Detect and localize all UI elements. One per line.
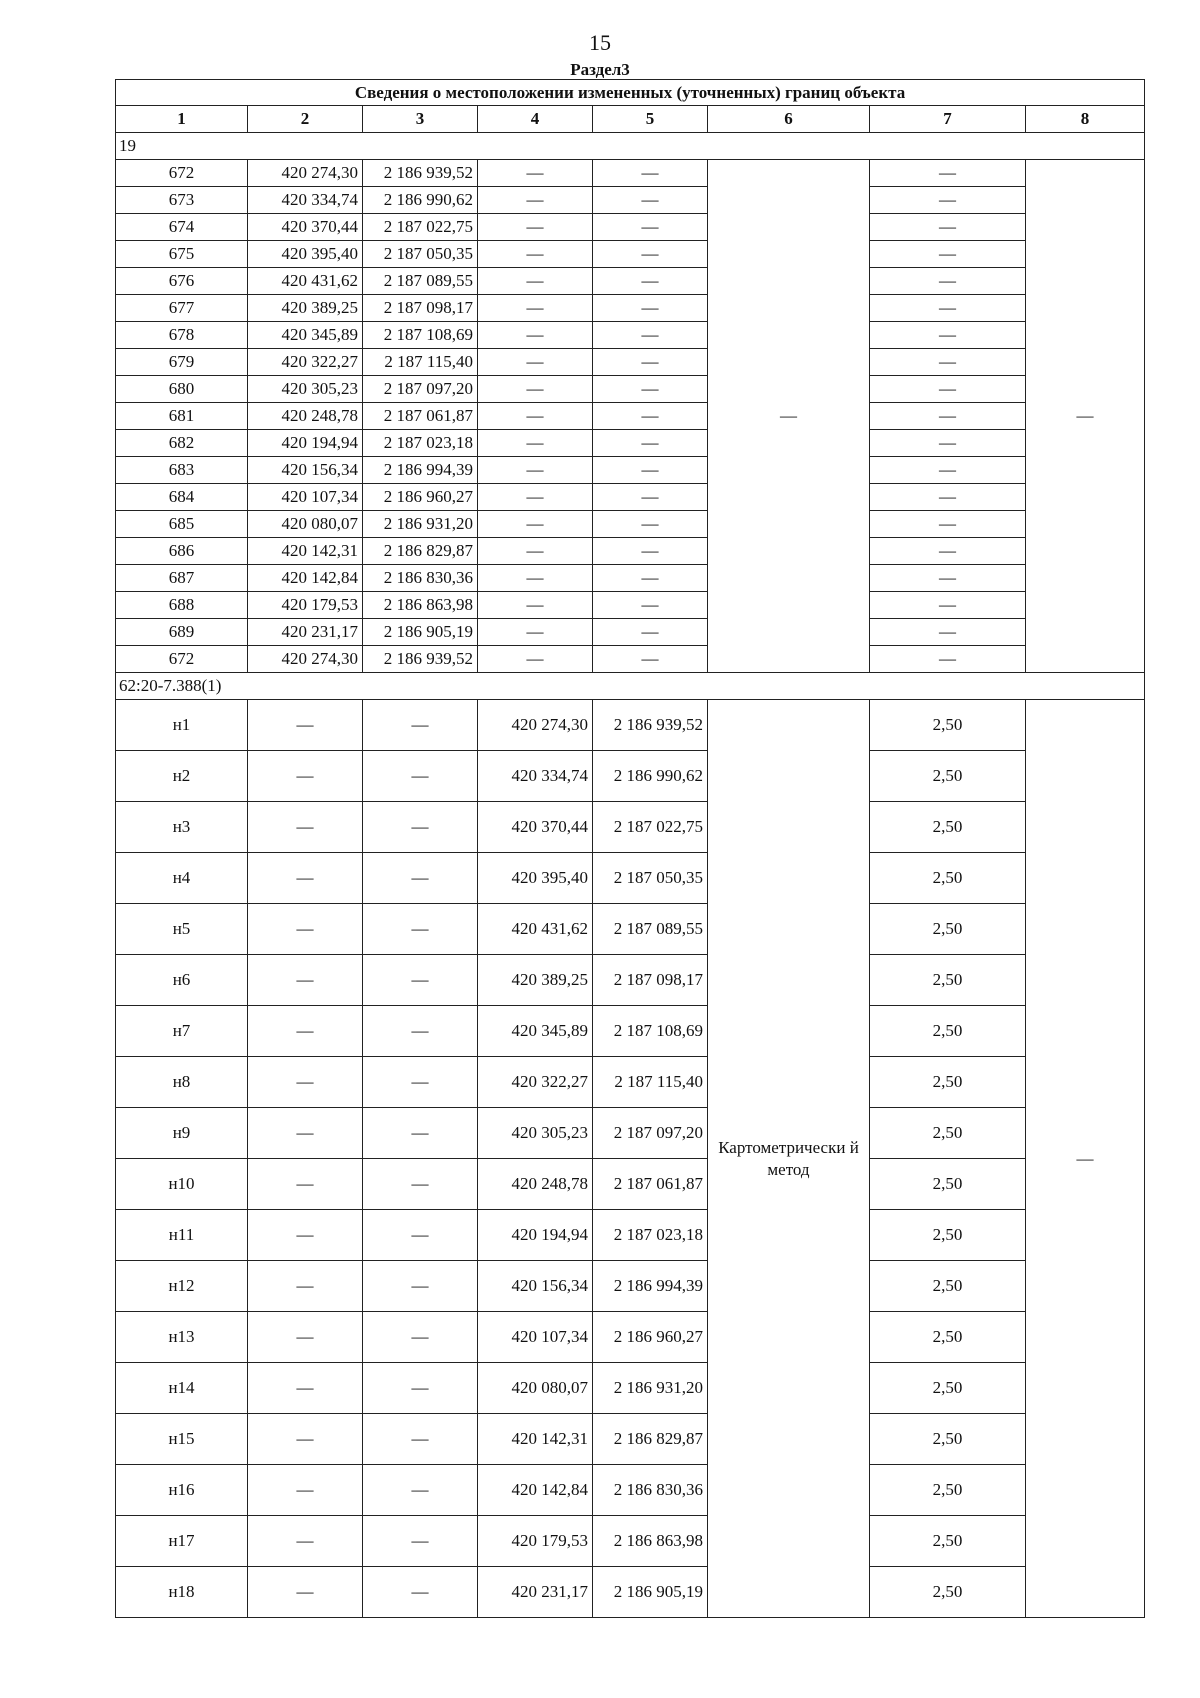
table-row	[116, 1108, 1145, 1159]
new-y: 2 187 089,55	[593, 904, 708, 955]
column-header: 5	[593, 106, 708, 133]
new-y: 2 186 994,39	[593, 1261, 708, 1312]
new-x: 420 142,84	[478, 1465, 593, 1516]
column-header: 3	[363, 106, 478, 133]
table-row	[116, 1210, 1145, 1261]
accuracy-cell: 2,50	[870, 802, 1026, 853]
new-y: —	[593, 268, 708, 295]
new-x: —	[478, 511, 593, 538]
accuracy-cell: —	[870, 592, 1026, 619]
point-number: н9	[116, 1108, 248, 1159]
new-y: 2 187 115,40	[593, 1057, 708, 1108]
new-x: 420 370,44	[478, 802, 593, 853]
point-number: 672	[116, 646, 248, 673]
new-x: —	[478, 565, 593, 592]
new-y: 2 186 931,20	[593, 1363, 708, 1414]
point-number: 688	[116, 592, 248, 619]
point-number: 684	[116, 484, 248, 511]
existing-y: 2 187 097,20	[363, 376, 478, 403]
table-row	[116, 1363, 1145, 1414]
point-number: 683	[116, 457, 248, 484]
existing-y: —	[363, 1567, 478, 1618]
point-number: н12	[116, 1261, 248, 1312]
accuracy-cell: 2,50	[870, 1363, 1026, 1414]
accuracy-cell: 2,50	[870, 700, 1026, 751]
table-row	[116, 376, 1145, 403]
new-y: —	[593, 646, 708, 673]
new-y: 2 186 905,19	[593, 1567, 708, 1618]
accuracy-cell: 2,50	[870, 1108, 1026, 1159]
new-x: —	[478, 241, 593, 268]
accuracy-cell: 2,50	[870, 1261, 1026, 1312]
point-number: 672	[116, 160, 248, 187]
existing-y: —	[363, 955, 478, 1006]
new-y: —	[593, 403, 708, 430]
table-row	[116, 403, 1145, 430]
new-x: —	[478, 214, 593, 241]
new-x: —	[478, 349, 593, 376]
accuracy-cell: 2,50	[870, 1567, 1026, 1618]
new-x: —	[478, 160, 593, 187]
existing-x: 420 395,40	[248, 241, 363, 268]
new-y: 2 186 829,87	[593, 1414, 708, 1465]
existing-x: —	[248, 1261, 363, 1312]
column-header: 2	[248, 106, 363, 133]
table-row	[116, 565, 1145, 592]
accuracy-cell: 2,50	[870, 1006, 1026, 1057]
accuracy-cell: 2,50	[870, 1414, 1026, 1465]
existing-x: 420 334,74	[248, 187, 363, 214]
column-header: 1	[116, 106, 248, 133]
point-number: н3	[116, 802, 248, 853]
point-number: н17	[116, 1516, 248, 1567]
point-number: н11	[116, 1210, 248, 1261]
new-x: 420 395,40	[478, 853, 593, 904]
new-y: —	[593, 376, 708, 403]
table-row	[116, 619, 1145, 646]
column-header: 7	[870, 106, 1026, 133]
new-x: 420 156,34	[478, 1261, 593, 1312]
new-y: 2 187 097,20	[593, 1108, 708, 1159]
table-row	[116, 853, 1145, 904]
accuracy-cell: 2,50	[870, 1465, 1026, 1516]
table-row	[116, 214, 1145, 241]
existing-y: 2 187 023,18	[363, 430, 478, 457]
accuracy-cell: —	[870, 187, 1026, 214]
accuracy-cell: —	[870, 565, 1026, 592]
existing-y: —	[363, 802, 478, 853]
boundary-table	[115, 79, 1145, 1618]
existing-x: —	[248, 1465, 363, 1516]
existing-x: 420 231,17	[248, 619, 363, 646]
new-x: —	[478, 322, 593, 349]
new-y: —	[593, 484, 708, 511]
existing-y: —	[363, 1210, 478, 1261]
existing-x: —	[248, 904, 363, 955]
new-y: —	[593, 619, 708, 646]
existing-x: —	[248, 1210, 363, 1261]
point-number: 677	[116, 295, 248, 322]
existing-y: —	[363, 751, 478, 802]
existing-x: —	[248, 1567, 363, 1618]
table-row	[116, 268, 1145, 295]
new-y: 2 186 960,27	[593, 1312, 708, 1363]
existing-y: 2 187 089,55	[363, 268, 478, 295]
existing-y: —	[363, 904, 478, 955]
point-number: н1	[116, 700, 248, 751]
accuracy-cell: 2,50	[870, 1516, 1026, 1567]
new-x: —	[478, 268, 593, 295]
column-header: 6	[708, 106, 870, 133]
table-row	[116, 955, 1145, 1006]
accuracy-cell: —	[870, 376, 1026, 403]
accuracy-cell: 2,50	[870, 1312, 1026, 1363]
column-header: 8	[1026, 106, 1145, 133]
point-number: н4	[116, 853, 248, 904]
existing-x: —	[248, 955, 363, 1006]
new-x: 420 274,30	[478, 700, 593, 751]
accuracy-cell: 2,50	[870, 1057, 1026, 1108]
description-cell: —	[1026, 160, 1145, 673]
table-row	[116, 1414, 1145, 1465]
accuracy-cell: —	[870, 484, 1026, 511]
point-number: 687	[116, 565, 248, 592]
point-number: н10	[116, 1159, 248, 1210]
existing-x: 420 322,27	[248, 349, 363, 376]
point-number: н15	[116, 1414, 248, 1465]
existing-y: —	[363, 1261, 478, 1312]
accuracy-cell: —	[870, 295, 1026, 322]
new-x: 420 248,78	[478, 1159, 593, 1210]
existing-x: —	[248, 853, 363, 904]
new-x: 420 345,89	[478, 1006, 593, 1057]
existing-y: —	[363, 1414, 478, 1465]
new-y: 2 186 830,36	[593, 1465, 708, 1516]
existing-x: —	[248, 1108, 363, 1159]
table-row	[116, 1516, 1145, 1567]
existing-y: 2 187 098,17	[363, 295, 478, 322]
existing-y: 2 186 994,39	[363, 457, 478, 484]
new-y: 2 187 061,87	[593, 1159, 708, 1210]
table-row	[116, 484, 1145, 511]
new-x: 420 179,53	[478, 1516, 593, 1567]
point-number: 686	[116, 538, 248, 565]
table-row	[116, 511, 1145, 538]
point-number: 682	[116, 430, 248, 457]
table-row	[116, 1159, 1145, 1210]
new-x: —	[478, 376, 593, 403]
accuracy-cell: —	[870, 214, 1026, 241]
existing-x: 420 194,94	[248, 430, 363, 457]
table-row	[116, 1261, 1145, 1312]
existing-x: —	[248, 751, 363, 802]
accuracy-cell: —	[870, 322, 1026, 349]
point-number: н14	[116, 1363, 248, 1414]
existing-x: 420 080,07	[248, 511, 363, 538]
point-number: н5	[116, 904, 248, 955]
new-x: —	[478, 592, 593, 619]
accuracy-cell: —	[870, 241, 1026, 268]
new-y: —	[593, 349, 708, 376]
group-row	[116, 133, 1145, 160]
new-y: —	[593, 322, 708, 349]
page-number: 15	[589, 30, 611, 55]
point-number: 685	[116, 511, 248, 538]
group-label: 19	[116, 133, 1145, 160]
new-x: —	[478, 538, 593, 565]
table-row	[116, 1567, 1145, 1618]
existing-y: 2 186 939,52	[363, 646, 478, 673]
new-x: —	[478, 430, 593, 457]
new-x: —	[478, 457, 593, 484]
existing-y: —	[363, 1108, 478, 1159]
point-number: 675	[116, 241, 248, 268]
point-number: 680	[116, 376, 248, 403]
point-number: н7	[116, 1006, 248, 1057]
existing-y: 2 186 990,62	[363, 187, 478, 214]
existing-y: —	[363, 1516, 478, 1567]
existing-y: —	[363, 1312, 478, 1363]
new-y: —	[593, 160, 708, 187]
table-row	[116, 322, 1145, 349]
existing-y: 2 187 108,69	[363, 322, 478, 349]
point-number: н16	[116, 1465, 248, 1516]
table-row	[116, 241, 1145, 268]
accuracy-cell: 2,50	[870, 853, 1026, 904]
existing-x: 420 142,31	[248, 538, 363, 565]
new-y: 2 186 863,98	[593, 1516, 708, 1567]
new-y: 2 186 939,52	[593, 700, 708, 751]
new-y: —	[593, 187, 708, 214]
existing-x: —	[248, 1057, 363, 1108]
new-x: 420 080,07	[478, 1363, 593, 1414]
existing-y: —	[363, 1006, 478, 1057]
existing-x: 420 107,34	[248, 484, 363, 511]
new-x: —	[478, 484, 593, 511]
accuracy-cell: 2,50	[870, 1159, 1026, 1210]
point-number: н2	[116, 751, 248, 802]
new-x: —	[478, 295, 593, 322]
existing-x: —	[248, 1159, 363, 1210]
existing-x: 420 274,30	[248, 160, 363, 187]
existing-y: 2 186 863,98	[363, 592, 478, 619]
existing-x: 420 156,34	[248, 457, 363, 484]
table-row	[116, 904, 1145, 955]
description-cell: —	[1026, 700, 1145, 1618]
existing-x: —	[248, 1363, 363, 1414]
existing-x: 420 248,78	[248, 403, 363, 430]
table-row	[116, 187, 1145, 214]
existing-x: 420 274,30	[248, 646, 363, 673]
point-number: н8	[116, 1057, 248, 1108]
new-x: 420 305,23	[478, 1108, 593, 1159]
table-row	[116, 592, 1145, 619]
existing-y: —	[363, 1057, 478, 1108]
existing-y: 2 186 939,52	[363, 160, 478, 187]
accuracy-cell: —	[870, 457, 1026, 484]
point-number: 673	[116, 187, 248, 214]
point-number: 674	[116, 214, 248, 241]
new-y: 2 187 098,17	[593, 955, 708, 1006]
new-y: 2 187 022,75	[593, 802, 708, 853]
point-number: н18	[116, 1567, 248, 1618]
accuracy-cell: 2,50	[870, 904, 1026, 955]
new-x: —	[478, 403, 593, 430]
existing-y: 2 187 115,40	[363, 349, 478, 376]
existing-x: —	[248, 700, 363, 751]
existing-x: 420 142,84	[248, 565, 363, 592]
existing-y: —	[363, 1363, 478, 1414]
table-row	[116, 1057, 1145, 1108]
accuracy-cell: —	[870, 349, 1026, 376]
new-y: —	[593, 592, 708, 619]
new-x: —	[478, 646, 593, 673]
table-row	[116, 457, 1145, 484]
point-number: 681	[116, 403, 248, 430]
accuracy-cell: —	[870, 268, 1026, 295]
new-y: 2 186 990,62	[593, 751, 708, 802]
existing-y: —	[363, 853, 478, 904]
new-y: 2 187 023,18	[593, 1210, 708, 1261]
point-number: н6	[116, 955, 248, 1006]
column-header: 4	[478, 106, 593, 133]
section-label: Раздел3	[570, 60, 630, 79]
table-row	[116, 538, 1145, 565]
point-number: 678	[116, 322, 248, 349]
new-y: —	[593, 538, 708, 565]
new-x: 420 231,17	[478, 1567, 593, 1618]
existing-y: 2 186 931,20	[363, 511, 478, 538]
existing-y: 2 187 061,87	[363, 403, 478, 430]
accuracy-cell: —	[870, 160, 1026, 187]
existing-x: —	[248, 1006, 363, 1057]
new-y: —	[593, 295, 708, 322]
point-number: 689	[116, 619, 248, 646]
table-row	[116, 295, 1145, 322]
table-row	[116, 349, 1145, 376]
existing-x: —	[248, 1312, 363, 1363]
existing-x: 420 179,53	[248, 592, 363, 619]
method-cell: Картометрически й метод	[708, 700, 870, 1618]
new-x: 420 334,74	[478, 751, 593, 802]
accuracy-cell: —	[870, 619, 1026, 646]
table-row	[116, 1006, 1145, 1057]
new-x: 420 194,94	[478, 1210, 593, 1261]
point-number: 679	[116, 349, 248, 376]
existing-x: 420 345,89	[248, 322, 363, 349]
existing-y: —	[363, 1159, 478, 1210]
new-y: —	[593, 214, 708, 241]
existing-x: 420 431,62	[248, 268, 363, 295]
new-y: 2 187 108,69	[593, 1006, 708, 1057]
accuracy-cell: —	[870, 646, 1026, 673]
existing-y: 2 187 050,35	[363, 241, 478, 268]
table-row	[116, 1465, 1145, 1516]
new-x: —	[478, 619, 593, 646]
accuracy-cell: 2,50	[870, 751, 1026, 802]
existing-x: 420 305,23	[248, 376, 363, 403]
accuracy-cell: —	[870, 430, 1026, 457]
table-row	[116, 700, 1145, 751]
new-x: 420 107,34	[478, 1312, 593, 1363]
new-y: —	[593, 457, 708, 484]
existing-y: —	[363, 1465, 478, 1516]
existing-x: 420 370,44	[248, 214, 363, 241]
new-x: 420 389,25	[478, 955, 593, 1006]
accuracy-cell: 2,50	[870, 955, 1026, 1006]
new-x: 420 322,27	[478, 1057, 593, 1108]
existing-y: 2 186 830,36	[363, 565, 478, 592]
accuracy-cell: 2,50	[870, 1210, 1026, 1261]
new-y: —	[593, 430, 708, 457]
point-number: 676	[116, 268, 248, 295]
group-label: 62:20-7.388(1)	[116, 673, 1145, 700]
new-x: —	[478, 187, 593, 214]
existing-x: —	[248, 802, 363, 853]
new-y: 2 187 050,35	[593, 853, 708, 904]
table-row	[116, 646, 1145, 673]
table-row	[116, 430, 1145, 457]
existing-y: —	[363, 700, 478, 751]
accuracy-cell: —	[870, 403, 1026, 430]
accuracy-cell: —	[870, 538, 1026, 565]
existing-y: 2 186 905,19	[363, 619, 478, 646]
table-title: Сведения о местоположении измененных (уточненных) границ объекта	[116, 80, 1145, 106]
new-y: —	[593, 511, 708, 538]
new-x: 420 431,62	[478, 904, 593, 955]
accuracy-cell: —	[870, 511, 1026, 538]
new-y: —	[593, 241, 708, 268]
group-row	[116, 673, 1145, 700]
existing-y: 2 186 829,87	[363, 538, 478, 565]
existing-y: 2 186 960,27	[363, 484, 478, 511]
method-cell: —	[708, 160, 870, 673]
table-row	[116, 1312, 1145, 1363]
existing-x: —	[248, 1516, 363, 1567]
new-x: 420 142,31	[478, 1414, 593, 1465]
new-y: —	[593, 565, 708, 592]
table-row	[116, 160, 1145, 187]
table-row	[116, 802, 1145, 853]
existing-x: —	[248, 1414, 363, 1465]
existing-y: 2 187 022,75	[363, 214, 478, 241]
table-row	[116, 751, 1145, 802]
existing-x: 420 389,25	[248, 295, 363, 322]
point-number: н13	[116, 1312, 248, 1363]
